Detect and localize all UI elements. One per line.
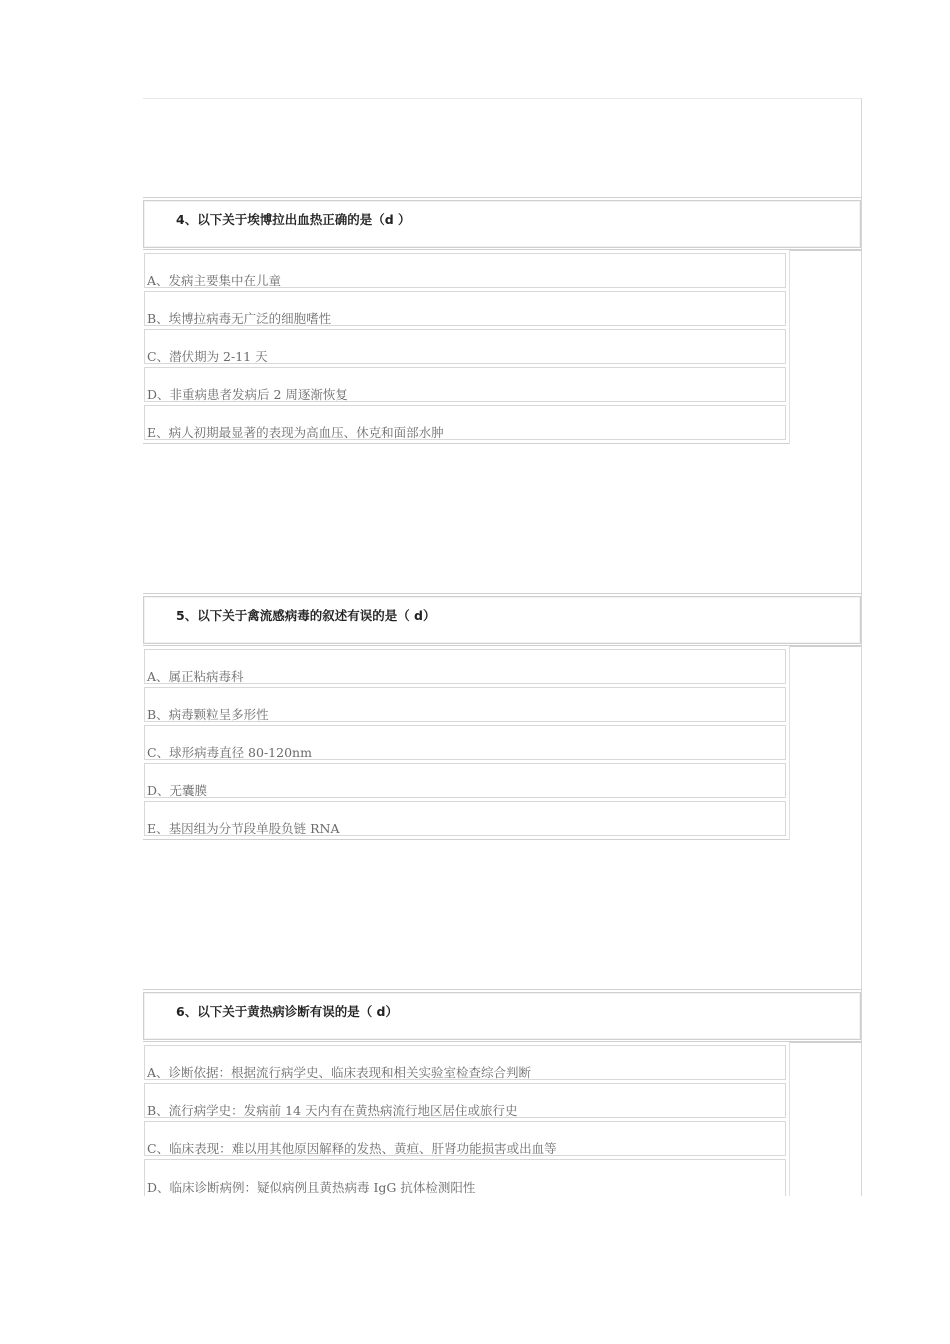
question-separator [143,1041,862,1042]
question-title: 6、以下关于黄热病诊断有误的是（ d） [176,1004,398,1019]
option-c[interactable] [144,329,786,364]
question-header [143,992,861,1040]
option-b[interactable] [144,1083,786,1118]
options-bottom-line [143,443,789,444]
option-a[interactable] [144,253,786,288]
side-cell-top [789,646,861,647]
question-header [143,596,861,644]
option-d[interactable] [144,1159,786,1196]
option-label: A、诊断依据：根据流行病学史、临床表现和相关实验室检查综合判断 [147,1065,532,1080]
side-cell-border [789,646,790,840]
option-label: C、潜伏期为 2-11 天 [147,349,268,364]
option-e[interactable] [144,405,786,440]
question-separator [143,249,862,250]
option-label: B、病毒颗粒呈多形性 [147,707,269,722]
option-c[interactable] [144,1121,786,1156]
option-e[interactable] [144,801,786,836]
side-cell-top [789,250,861,251]
option-label: A、属正粘病毒科 [147,669,244,684]
question-title: 5、以下关于禽流感病毒的叙述有误的是（ d） [176,608,436,623]
option-b[interactable] [144,291,786,326]
option-label: E、病人初期最显著的表现为高血压、休克和面部水肿 [147,425,444,440]
question-title: 4、以下关于埃博拉出血热正确的是（d ） [176,212,411,227]
options-bottom-line [143,839,789,840]
side-cell-border [789,250,790,444]
frame-right-line [861,98,862,1196]
option-label: E、基因组为分节段单股负链 RNA [147,821,340,836]
option-b[interactable] [144,687,786,722]
side-cell-top [789,1042,861,1043]
option-label: A、发病主要集中在儿童 [147,273,282,288]
option-label: B、埃博拉病毒无广泛的细胞嗜性 [147,311,332,326]
frame-top-line [143,98,862,99]
option-d[interactable] [144,763,786,798]
option-label: D、临床诊断病例：疑似病例且黄热病毒 IgG 抗体检测阳性 [147,1180,476,1195]
question-separator [143,593,862,594]
option-label: C、球形病毒直径 80-120nm [147,745,312,760]
option-label: D、无囊膜 [147,783,208,798]
side-cell-border [789,1042,790,1196]
option-label: D、非重病患者发病后 2 周逐渐恢复 [147,387,348,402]
question-separator [143,989,862,990]
question-header [143,200,861,248]
question-separator [143,645,862,646]
option-a[interactable] [144,1045,786,1080]
question-separator [143,197,862,198]
option-label: C、临床表现：难以用其他原因解释的发热、黄疸、肝肾功能损害或出血等 [147,1141,557,1156]
option-d[interactable] [144,367,786,402]
option-label: B、流行病学史：发病前 14 天内有在黄热病流行地区居住或旅行史 [147,1103,518,1118]
option-a[interactable] [144,649,786,684]
option-c[interactable] [144,725,786,760]
